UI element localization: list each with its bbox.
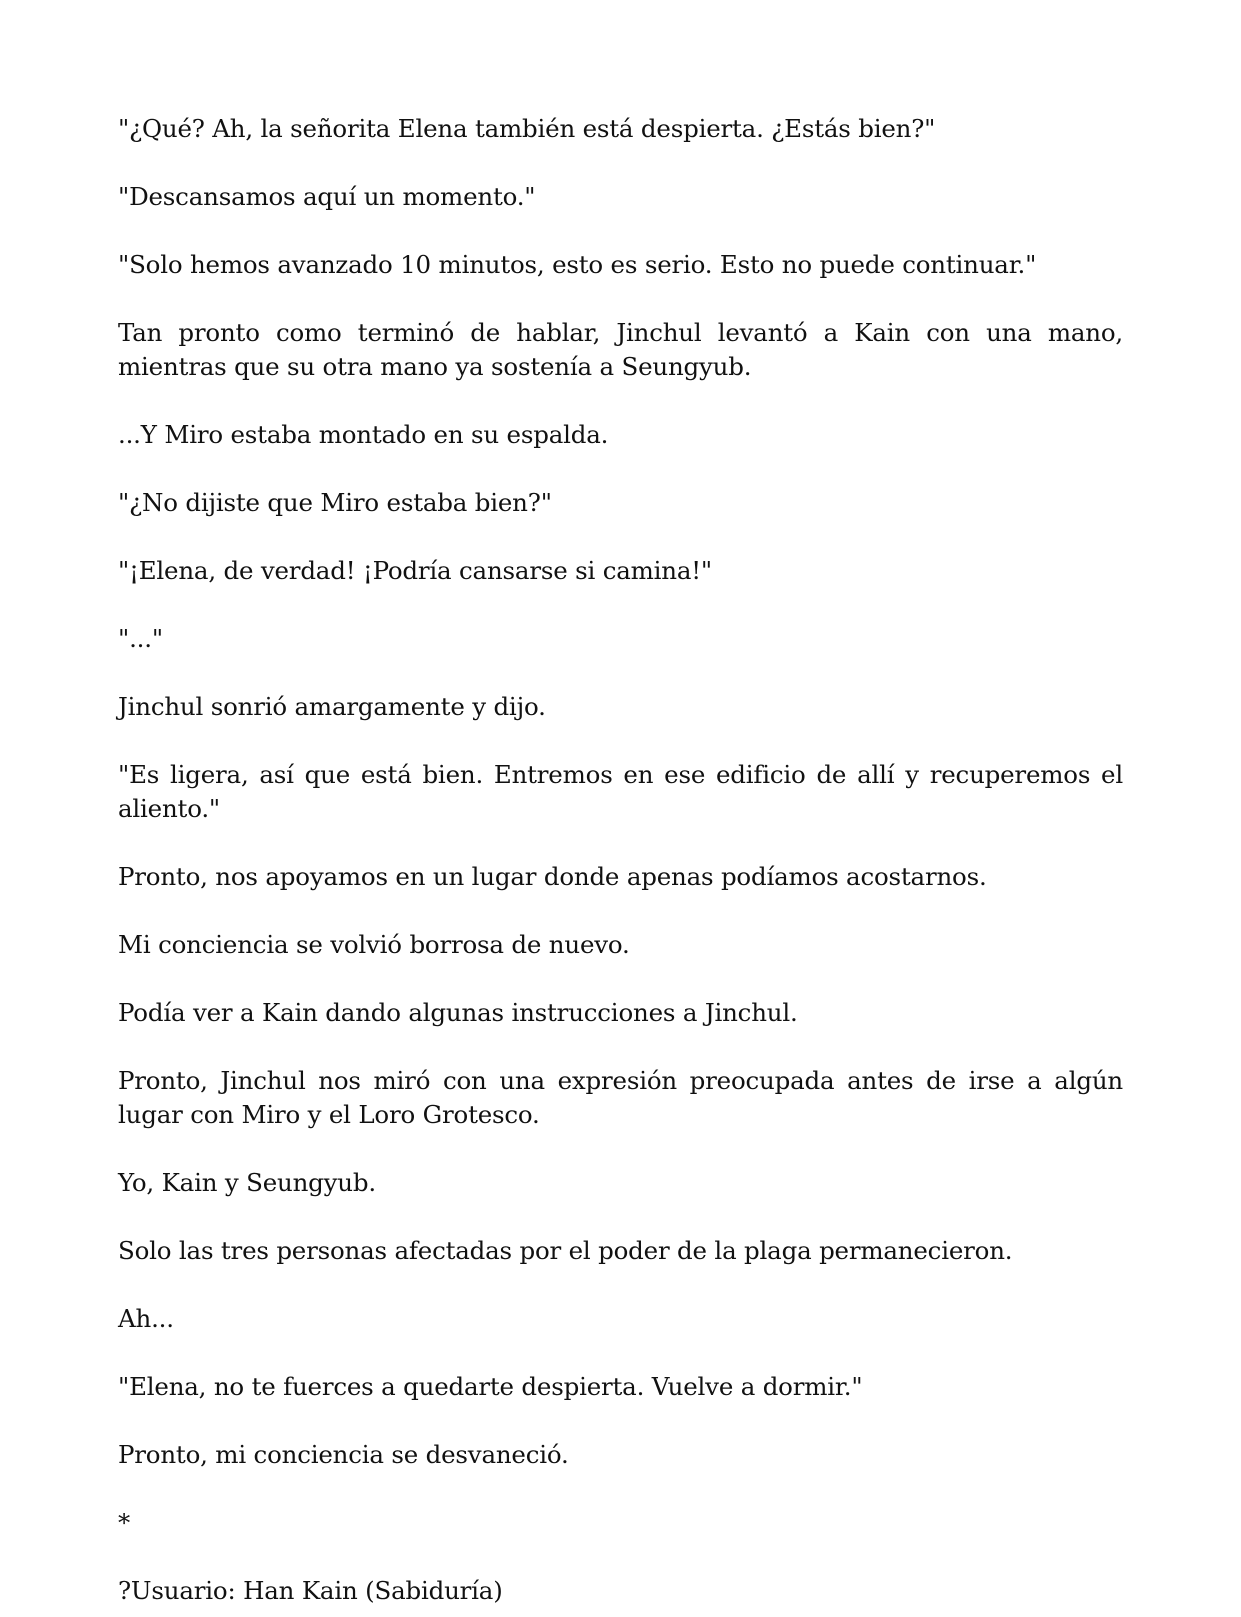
scene-break: * [118,1508,131,1537]
paragraph-9: Jinchul sonrió amargamente y dijo. [118,692,546,721]
paragraph-8: "..." [118,624,163,653]
paragraph-11: Pronto, nos apoyamos en un lugar donde apenas podíamos acostarnos. [118,862,987,891]
body-text [118,112,1123,1608]
paragraph-4: Tan pronto como terminó de hablar, Jinchul levantó a Kain con una mano, mientras que su otra mano ya sostenía a Seungyub. [118,318,1123,381]
paragraph-15: Yo, Kain y Seungyub. [118,1168,376,1197]
paragraph-14: Pronto, Jinchul nos miró con una expresión preocupada antes de irse a algún lugar con Miro y el Loro Grotesco. [118,1066,1123,1129]
paragraph-3: "Solo hemos avanzado 10 minutos, esto es serio. Esto no puede continuar." [118,250,1037,279]
paragraph-10: "Es ligera, así que está bien. Entremos en ese edificio de allí y recuperemos el aliento." [118,760,1123,823]
paragraph-6: "¿No dijiste que Miro estaba bien?" [118,488,552,517]
paragraph-17: Ah... [118,1304,174,1333]
paragraph-13: Podía ver a Kain dando algunas instrucciones a Jinchul. [118,998,798,1027]
paragraph-16: Solo las tres personas afectadas por el poder de la plaga permanecieron. [118,1236,1013,1265]
paragraph-1: "¿Qué? Ah, la señorita Elena también está despierta. ¿Estás bien?" [118,114,936,143]
paragraph-18: "Elena, no te fuerces a quedarte despierta. Vuelve a dormir." [118,1372,863,1401]
paragraph-20: ?Usuario: Han Kain (Sabiduría) [118,1576,503,1605]
paragraph-5: ...Y Miro estaba montado en su espalda. [118,420,609,449]
paragraph-7: "¡Elena, de verdad! ¡Podría cansarse si camina!" [118,556,712,585]
paragraph-19: Pronto, mi conciencia se desvaneció. [118,1440,569,1469]
paragraph-12: Mi conciencia se volvió borrosa de nuevo. [118,930,630,959]
paragraph-2: "Descansamos aquí un momento." [118,182,536,211]
